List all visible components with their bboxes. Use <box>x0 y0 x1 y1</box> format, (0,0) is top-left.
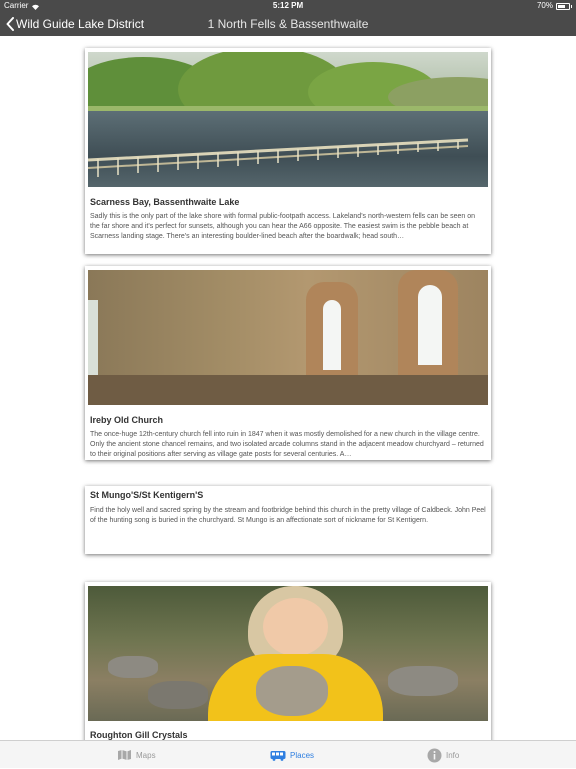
rock <box>148 681 208 709</box>
carrier-label: Carrier <box>4 1 29 10</box>
place-title: Roughton Gill Crystals <box>90 730 188 740</box>
scarness-bay-photo <box>88 52 488 187</box>
rock <box>108 656 158 678</box>
window <box>323 300 341 370</box>
place-title: Ireby Old Church <box>90 415 164 425</box>
tab-places-label: Places <box>290 750 315 760</box>
back-label: Wild Guide Lake District <box>16 17 145 31</box>
info-icon <box>427 748 442 763</box>
battery-percent: 70% <box>536 1 553 10</box>
status-bar <box>0 0 576 12</box>
tab-info[interactable] <box>427 741 459 769</box>
tab-bar <box>0 740 576 768</box>
boardwalk <box>88 52 488 187</box>
crystal-rock <box>256 666 328 716</box>
navigation-bar <box>0 12 576 36</box>
page-title: 1 North Fells & Bassenthwaite <box>207 17 369 31</box>
window <box>88 300 98 380</box>
place-title: Scarness Bay, Bassenthwaite Lake <box>90 197 240 207</box>
place-card-scarness-bay[interactable] <box>85 48 491 254</box>
status-time: 5:12 PM <box>272 1 304 10</box>
place-description: Sadly this is the only part of the lake shore with formal public-footpath access. Lakeland's north-western fells can be seen on the far shore and it's perfect for sunsets, although you can hear the A66 opposite. The easiest swim is the pebble beach at Scarness landing stage. There's an interesting boulder-lined beach after the boardwalk; head south… <box>90 213 475 240</box>
battery-level <box>558 5 565 8</box>
place-title: St Mungo'S/St Kentigern'S <box>90 490 204 500</box>
roughton-gill-photo <box>88 586 488 721</box>
map-icon <box>117 749 132 761</box>
tab-places[interactable] <box>270 741 314 769</box>
ireby-church-photo <box>88 270 488 405</box>
place-card-ireby-old-church[interactable] <box>85 266 491 460</box>
battery-icon <box>556 3 570 10</box>
rock <box>388 666 458 696</box>
tab-maps[interactable] <box>117 741 156 769</box>
church-floor <box>88 375 488 405</box>
place-description: The once-huge 12th-century church fell into ruin in 1847 when it was mostly demolished for a new church in the village centre. Only the ancient stone chancel remains, and two isolated arcade columns stand in the adjacent meadow churchyard – returned to their original positions after serving as village gate posts for several centuries. A… <box>90 431 484 458</box>
places-list[interactable] <box>0 36 576 740</box>
tab-info-label: Info <box>446 750 460 760</box>
place-card-roughton-gill[interactable] <box>85 582 491 740</box>
battery-tip <box>571 5 572 8</box>
bus-icon <box>270 750 286 761</box>
status-right <box>537 0 572 12</box>
window <box>418 285 442 365</box>
child-face <box>263 598 328 656</box>
tab-maps-label: Maps <box>136 750 156 760</box>
place-card-st-mungos[interactable] <box>85 486 491 554</box>
place-description: Find the holy well and sacred spring by the stream and footbridge behind this church in the pretty village of Caldbeck. John Peel of the hunting song is buried in the churchyard. St Mungo is an affectionate sort of nickname for St Kentigern. <box>90 507 486 524</box>
